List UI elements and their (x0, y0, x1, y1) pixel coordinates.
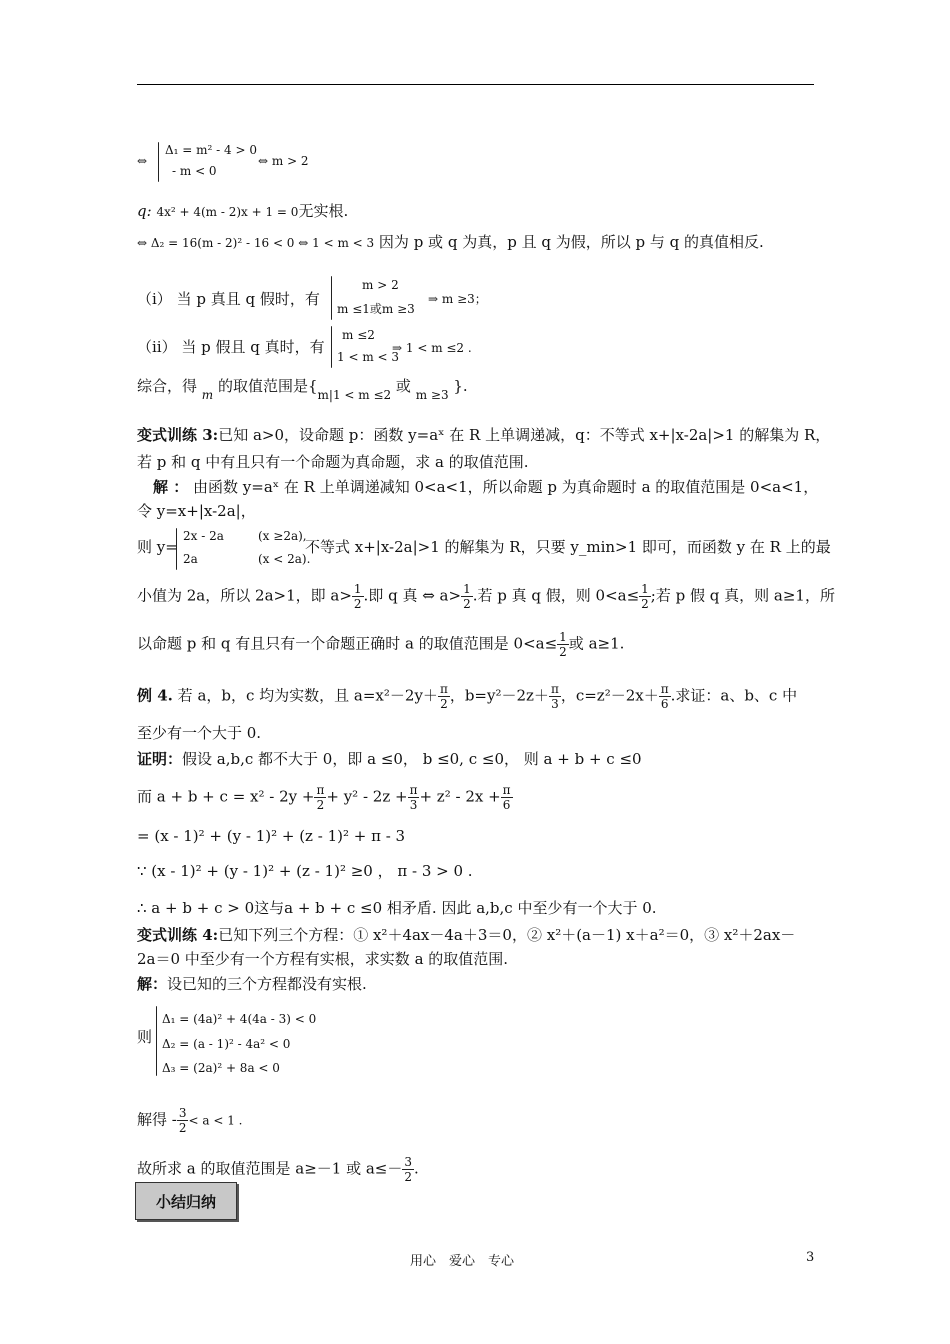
numerator: 1 (463, 582, 471, 596)
fraction-half (352, 582, 364, 611)
variant3-line2: 若 p 和 q 中有且只有一个命题为真命题，求 a 的取值范围. (137, 453, 529, 471)
fraction-half (639, 582, 651, 611)
proof-text: 假设 a,b,c 都不大于 0，即 a ≤0， b ≤0, c ≤0， 则 a + b + c ≤0 (182, 750, 642, 768)
variant4-title: 变式训练 4: (137, 926, 219, 944)
variant3-text: 已知 a>0，设命题 p：函数 y=aˣ 在 R 上单调递减，q：不等式 x+|x-2a|>1 的解集为 R， (218, 426, 831, 444)
system-row: Δ₃ = (2a)² + 8a < 0 (162, 1061, 280, 1075)
piecewise-cond: (x < 2a). (258, 552, 311, 566)
denominator: 3 (551, 697, 559, 711)
piecewise-cond: (x ≥2a), (258, 529, 307, 543)
system-row: m > 2 (362, 278, 399, 292)
system-row: m ≤2 (342, 328, 375, 342)
solution3-line5 (137, 630, 624, 659)
text-segment: .即 q 真 ⇔ a> (363, 586, 462, 605)
fraction-half (461, 582, 473, 611)
then-label: 则 (137, 1028, 153, 1046)
iff-symbol: ⇔ (137, 154, 148, 168)
then-label: 则 y= (137, 538, 178, 556)
solution3-title: 解 ： (153, 478, 189, 496)
solution3-line1 (153, 476, 818, 498)
text-segment: 小值为 2a，所以 2a>1，即 a> (137, 586, 352, 605)
proof-line4: ∵ (x - 1)² + (y - 1)² + (z - 1)² ≥0 ， π - 3 > 0 . (137, 862, 473, 880)
denominator: 2 (316, 798, 325, 812)
denominator: 2 (404, 1170, 412, 1184)
summary-set1: m|1 < m ≤2 (317, 388, 392, 402)
denominator: 2 (463, 597, 471, 611)
text-segment: .若 p 真 q 假，则 0<a≤ (472, 586, 640, 605)
fraction-pi-6 (501, 783, 513, 812)
fraction-pi-2 (314, 783, 326, 812)
numerator: 3 (178, 1106, 187, 1120)
system-row: - m < 0 (172, 164, 217, 178)
system-brace (176, 528, 177, 570)
numerator: π (316, 783, 325, 797)
numerator: 1 (353, 582, 362, 596)
system-brace (156, 1006, 157, 1076)
denominator: 3 (409, 798, 418, 812)
header-rule (137, 84, 814, 85)
summary-mid: 的取值范围是{ (217, 377, 318, 395)
system-row: 1 < m < 3 (337, 350, 400, 364)
variant3-title: 变式训练 3: (137, 426, 219, 444)
example4-title: 例 4. (137, 686, 173, 705)
delta2-line (137, 231, 764, 254)
variant4-text: 已知下列三个方程：① x²＋4ax－4a＋3＝0，② x²＋(a－1) x＋a²＝0，③ x²＋2ax－ (218, 926, 796, 944)
denominator: 2 (641, 597, 649, 611)
system-result: ⇒ m ≥3； (428, 292, 487, 306)
solution3-line4 (137, 582, 835, 611)
fraction-pi-2 (438, 682, 450, 711)
text-segment: 以命题 p 和 q 有且只有一个命题正确时 a 的取值范围是 0<a≤ (137, 634, 558, 653)
solution4-text: 设已知的三个方程都没有实根. (167, 975, 367, 993)
system-row: Δ₁ = m² - 4 > 0 (165, 143, 257, 157)
case-two-label: （ⅱ） 当 p 假且 q 真时，有 (137, 338, 325, 356)
system-row: Δ₂ = (a - 1)² - 4a² < 0 (162, 1037, 291, 1051)
text-segment: ，c=z²－2x＋ (560, 686, 659, 705)
variant3-line1 (137, 424, 830, 446)
footer-motto: 用心 爱心 专心 (410, 1254, 515, 1269)
text-segment: 故所求 a 的取值范围是 a≥－1 或 a≤－ (137, 1159, 403, 1178)
example4-line1 (137, 682, 797, 711)
text-segment: < a < 1 . (188, 1113, 243, 1128)
text-segment: 解得 - (137, 1110, 177, 1129)
text-segment: . (414, 1159, 419, 1178)
q-text: 无实根. (298, 202, 349, 220)
numerator: 3 (404, 1155, 412, 1169)
q-label: q: (137, 202, 152, 220)
fraction-half (557, 630, 569, 659)
text-segment: + z² - 2x + (419, 787, 501, 806)
numerator: 1 (559, 630, 567, 644)
text-segment: 或 a≥1. (568, 634, 625, 653)
variant4-line1 (137, 924, 795, 946)
denominator: 2 (178, 1121, 187, 1135)
text-segment: 而 a + b + c = x² - 2y + (137, 787, 315, 806)
text-segment: ;若 p 假 q 真，则 a≥1，所 (650, 586, 835, 605)
example4-line2: 至少有一个大于 0. (137, 724, 262, 742)
system-result: ⇔ m > 2 (258, 154, 309, 168)
summary-set2: m ≥3 (415, 388, 449, 402)
delta2-text: 因为 p 或 q 为真，p 且 q 为假，所以 p 与 q 的真值相反. (378, 233, 764, 251)
solution3-line3: 不等式 x+|x-2a|>1 的解集为 R，只要 y_min>1 即可，而函数 y 在 R 上的最 (305, 538, 831, 556)
numerator: π (550, 682, 559, 696)
piecewise-row: 2x - 2a (183, 529, 224, 543)
numerator: π (409, 783, 418, 797)
summary-var: m (201, 388, 214, 402)
solution3-line2: 令 y=x+|x-2a|， (137, 502, 256, 520)
denominator: 6 (502, 798, 511, 812)
summary-heading-box: 小结归纳 (135, 1182, 237, 1220)
denominator: 2 (353, 597, 362, 611)
summary-or: 或 (395, 377, 411, 395)
text-segment: ，b=y²－2z＋ (449, 686, 549, 705)
fraction-pi-3 (549, 682, 561, 711)
system-row: m ≤1或m ≥3 (337, 302, 415, 316)
system-brace (331, 326, 332, 368)
system-brace (331, 276, 332, 320)
case-one-label: （ⅰ） 当 p 真且 q 假时，有 (137, 290, 320, 308)
denominator: 2 (559, 645, 567, 659)
proof-line3: = (x - 1)² + (y - 1)² + (z - 1)² + π - 3 (137, 827, 406, 845)
numerator: π (439, 682, 448, 696)
summary-prefix: 综合，得 (137, 377, 198, 395)
q-statement (137, 200, 348, 223)
solution3-text: 由函数 y=aˣ 在 R 上单调递减知 0<a<1，所以命题 p 为真命题时 a 的取值范围是 0<a<1， (193, 478, 819, 496)
proof-line1 (137, 748, 642, 770)
solution4-solved (137, 1106, 242, 1135)
summary-line (137, 375, 468, 402)
piecewise-row: 2a (183, 552, 198, 566)
solution4-final (137, 1155, 419, 1184)
proof-line2 (137, 783, 513, 812)
denominator: 6 (660, 697, 669, 711)
denominator: 2 (440, 697, 448, 711)
variant4-line2: 2a＝0 中至少有一个方程有实根，求实数 a 的取值范围. (137, 950, 509, 968)
solution4-line1 (137, 973, 367, 995)
fraction-pi-3 (408, 783, 420, 812)
delta2-math: ⇔ Δ₂ = 16(m - 2)² - 16 < 0 ⇔ 1 < m < 3 (137, 236, 375, 250)
text-segment: 若 a，b，c 均为实数，且 a=x²－2y＋ (177, 686, 438, 705)
proof-line5: ∴ a + b + c > 0这与a + b + c ≤0 相矛盾. 因此 a,b,c 中至少有一个大于 0. (137, 899, 657, 917)
solution4-title: 解： (137, 975, 168, 993)
text-segment: + y² - 2z + (326, 787, 408, 806)
system-row: Δ₁ = (4a)² + 4(4a - 3) < 0 (162, 1012, 317, 1026)
numerator: 1 (641, 582, 649, 596)
q-equation: 4x² + 4(m - 2)x + 1 = 0 (156, 205, 299, 219)
numerator: π (502, 783, 511, 797)
text-segment: .求证：a、b、c 中 (670, 686, 798, 705)
proof-title: 证明： (137, 750, 183, 768)
numerator: π (660, 682, 669, 696)
fraction-pi-6 (659, 682, 671, 711)
fraction-3-2 (177, 1106, 189, 1135)
summary-suffix: }. (453, 377, 468, 395)
system-brace (158, 142, 159, 182)
system-result: ⇒ 1 < m ≤2 . (392, 341, 472, 355)
page-number: 3 (806, 1250, 815, 1265)
fraction-3-2 (402, 1155, 414, 1184)
